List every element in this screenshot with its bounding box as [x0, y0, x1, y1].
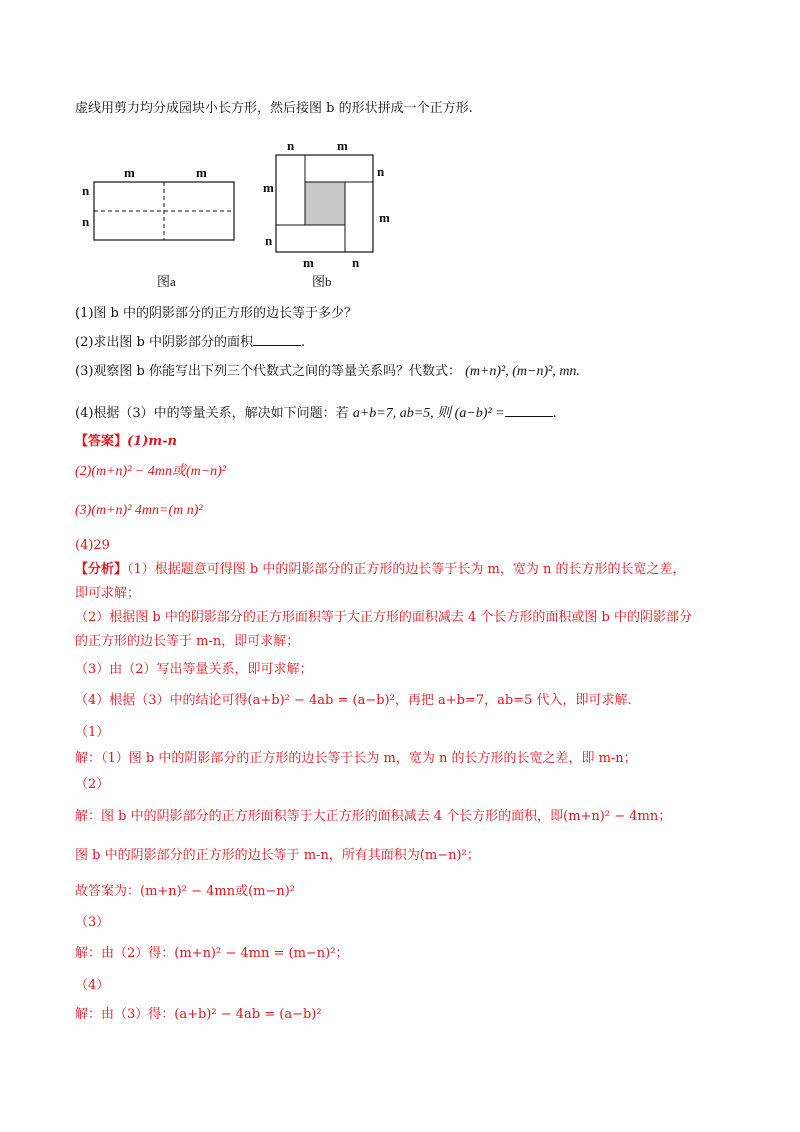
figures-svg	[0, 0, 800, 300]
analysis-p1a: （1）根据题意可得图 b 中的阴影部分的正方形的边长等于长为 m，宽为 n 的长方形的长宽之差，	[127, 562, 686, 577]
fig-b-label-n-top: n	[287, 138, 295, 153]
fig-b-label-n-bottom: n	[352, 255, 360, 270]
question-4-text: (4)根据（3）中的等量关系，解决如下问题：若	[75, 406, 349, 421]
fig-a-label-n2: n	[82, 214, 90, 229]
question-4	[75, 404, 557, 423]
solution-4-head: （4）	[75, 978, 110, 993]
answer-2-text: (2)(m+n)² − 4mn或(m−n)²	[75, 464, 227, 479]
solution-2c: 故答案为：(m+n)² − 4mn或(m−n)²	[75, 884, 296, 899]
answer-3	[75, 502, 203, 520]
analysis-p3: （3）由（2）写出等量关系，即可求解；	[75, 662, 313, 677]
solution-1: 解：（1）图 b 中的阴影部分的正方形的边长等于长为 m，宽为 n 的长方形的长宽之差，即 m-n；	[75, 751, 637, 766]
fig-a-caption: 图a	[157, 274, 176, 289]
question-2-period: .	[301, 335, 306, 350]
solution-2-head: （2）	[75, 777, 110, 792]
fig-b-label-m-left: m	[263, 180, 274, 195]
solution-3-head: （3）	[75, 915, 110, 930]
solution-2b: 图 b 中的阴影部分的正方形的边长等于 m-n，所有其面积为(m−n)²；	[75, 848, 480, 863]
figure-b	[276, 155, 373, 252]
question-2	[75, 333, 305, 352]
fig-b-label-m-top: m	[337, 138, 348, 153]
fig-b-rect-bottom	[276, 225, 345, 252]
fig-a-label-m1: m	[124, 165, 135, 180]
question-3	[75, 363, 580, 381]
question-1: (1)图 b 中的阴影部分的正方形的边长等于多少？	[75, 306, 358, 321]
answer-3-text: (3)(m+n)² 4mn=(m n)²	[75, 503, 203, 518]
analysis-p1b: 即可求解；	[75, 586, 141, 601]
fig-b-caption: 图b	[312, 274, 332, 289]
fig-b-rect-left	[276, 155, 305, 225]
analysis-p4: （4）根据（3）中的结论可得(a+b)² − 4ab = (a−b)²，再把 a+b=7，ab=5 代入，即可求解.	[75, 693, 632, 708]
analysis-line-1	[75, 561, 685, 579]
analysis-tag: 【分析】	[75, 562, 128, 577]
fig-b-label-m-bottom: m	[303, 255, 314, 270]
solution-4: 解：由（3）得：(a+b)² − 4ab = (a−b)²	[75, 1007, 322, 1022]
answer-4: (4)29	[75, 538, 110, 553]
answer-1: (1)m-n	[127, 434, 177, 449]
fig-b-rect-top	[305, 155, 373, 182]
question-4-blank	[505, 404, 553, 417]
figure-a	[94, 182, 234, 240]
fig-b-label-n-right: n	[377, 164, 385, 179]
fig-b-label-m-right: m	[379, 210, 390, 225]
solution-3: 解：由（2）得：(m+n)² − 4mn = (m−n)²；	[75, 946, 349, 961]
question-3-expression: (m+n)², (m−n)², mn.	[465, 364, 580, 379]
answer-tag: 【答案】	[75, 434, 128, 449]
fig-a-label-n1: n	[82, 183, 90, 198]
question-4-expression: a+b=7, ab=5, 则 (a−b)² =	[352, 406, 505, 421]
question-4-period: .	[552, 406, 557, 421]
analysis-p2b: 的正方形的边长等于 m-n，即可求解；	[75, 634, 300, 649]
solution-2a: 解：图 b 中的阴影部分的正方形面积等于大正方形的面积减去 4 个长方形的面积，即(m+n)² − 4mn；	[75, 809, 672, 824]
question-2-text: (2)求出图 b 中阴影部分的面积	[75, 335, 254, 350]
solution-1-head: （1）	[75, 725, 110, 740]
fig-b-label-n-left: n	[265, 233, 273, 248]
intro-text: 虚线用剪力均分成园块小长方形，然后接图 b 的形状拼成一个正方形.	[75, 101, 473, 116]
analysis-p2a: （2）根据图 b 中的阴影部分的正方形面积等于大正方形的面积减去 4 个长方形的面积或图 b 中的阴影部分	[75, 610, 692, 625]
answer-2	[75, 463, 226, 481]
fig-a-label-m2: m	[196, 165, 207, 180]
answer-line-1	[75, 433, 177, 451]
fig-b-rect-right	[345, 182, 373, 252]
question-2-blank	[253, 333, 301, 346]
question-3-text: (3)观察图 b 你能写出下列三个代数式之间的等量关系吗？代数式：	[75, 364, 462, 379]
fig-b-shaded-square	[305, 182, 345, 225]
